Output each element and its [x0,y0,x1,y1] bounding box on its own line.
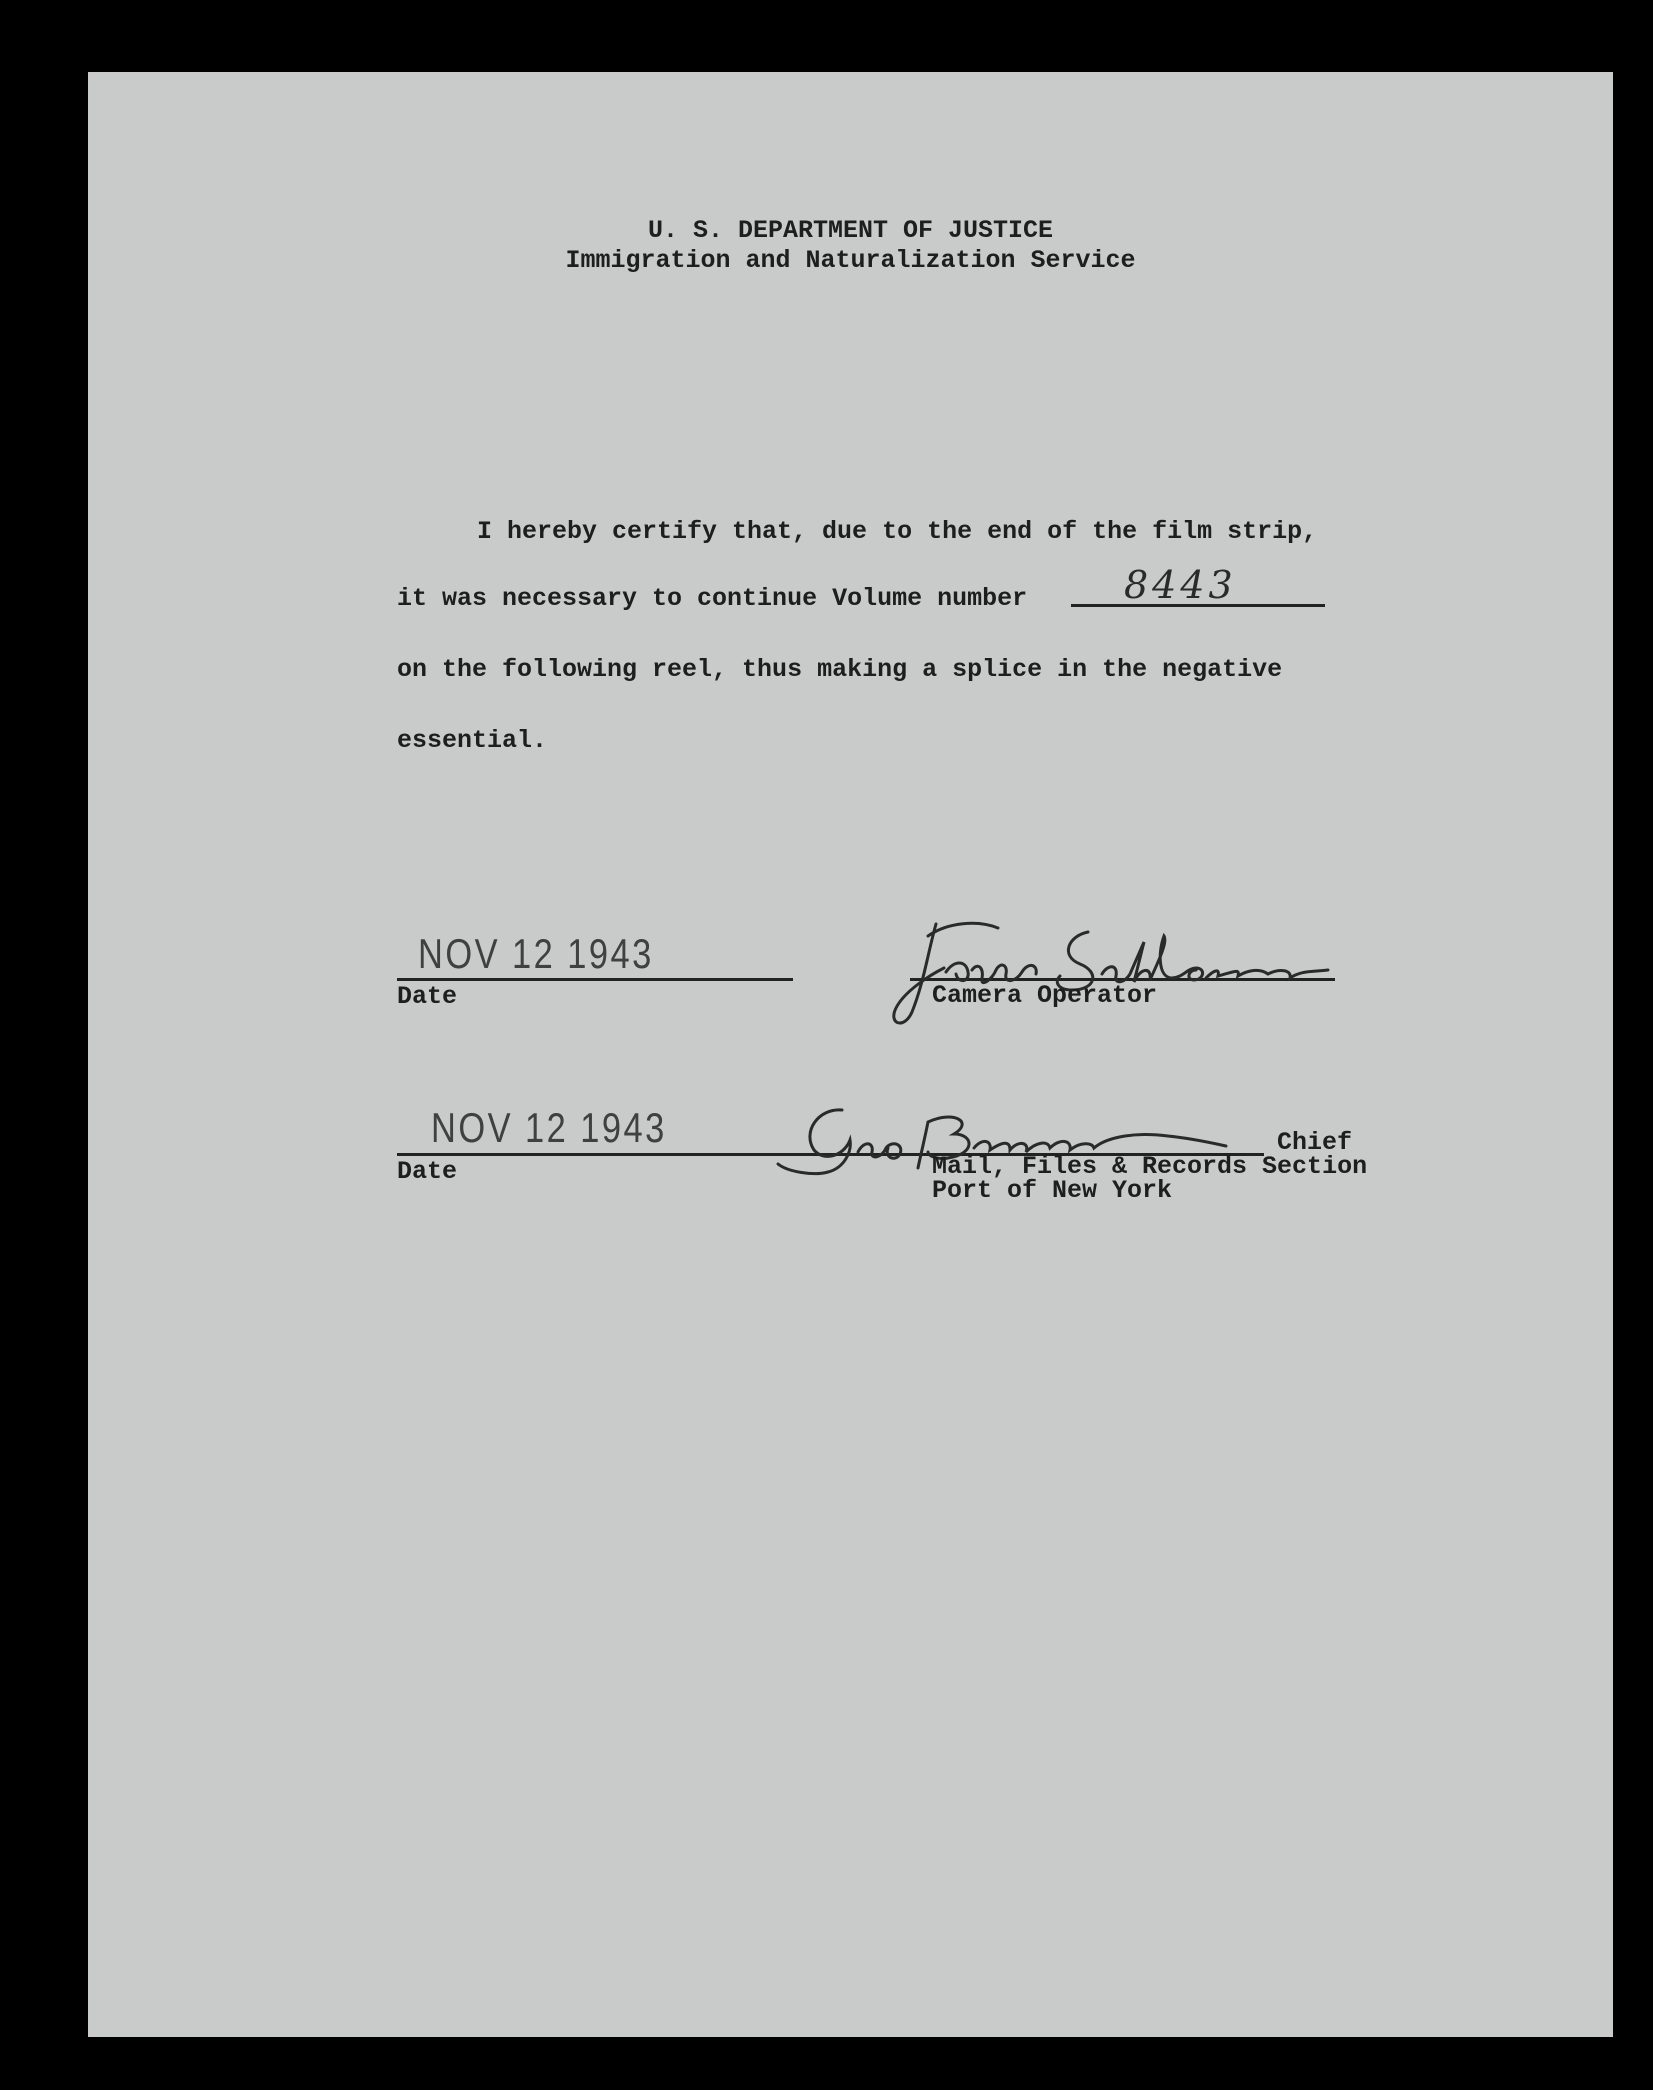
date-line-camera [397,978,793,981]
chief-section: Mail, Files & Records Section [932,1152,1368,1181]
body-line-1: I hereby certify that, due to the end of the film strip, [477,517,1318,546]
body-line-3: on the following reel, thus making a splice in the negative [397,655,1283,684]
chief-port: Port of New York [932,1176,1173,1205]
date-label-camera: Date [397,982,458,1011]
date-stamp-chief: NOV 12 1943 [431,1104,667,1151]
body-line-4: essential. [397,726,548,755]
header-service: Immigration and Naturalization Service [565,246,1136,275]
camera-operator-signature [888,912,1348,1032]
date-label-chief: Date [397,1157,458,1186]
chief-title: Chief [1277,1128,1353,1157]
body-line-2: it was necessary to continue Volume number [397,584,1028,613]
header-department: U. S. DEPARTMENT OF JUSTICE [647,216,1054,245]
document-page [88,72,1613,2037]
volume-number-handwritten: 8443 [1124,563,1237,607]
date-stamp-camera: NOV 12 1943 [418,930,654,977]
camera-operator-label: Camera Operator [932,981,1158,1010]
